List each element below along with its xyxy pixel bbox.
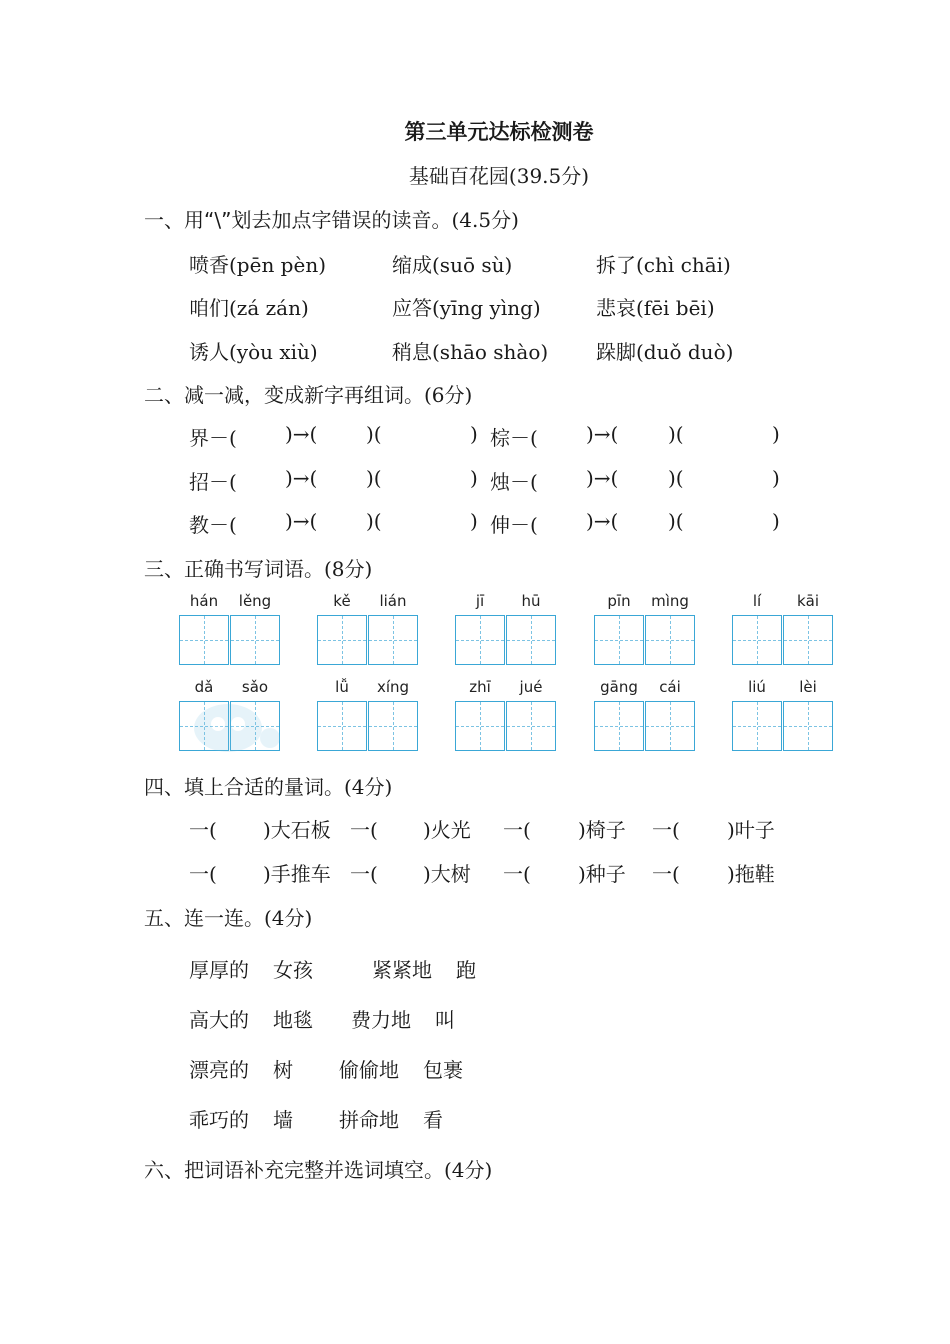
- q4-fill-segment: 一(: [503, 862, 531, 886]
- question-4-heading: [144, 771, 392, 800]
- q2-fill-segment: )(: [366, 466, 382, 490]
- q4-fill-segment: )拖鞋: [727, 862, 775, 886]
- writing-grid-cell[interactable]: [230, 615, 280, 665]
- writing-grid-cell[interactable]: [368, 701, 418, 751]
- pinyin-label: pīn: [607, 592, 631, 610]
- q1-item: 悲哀(fēi bēi): [596, 296, 715, 320]
- match-word[interactable]: 叫: [435, 1008, 455, 1032]
- q2-fill-segment: 伸－(: [490, 513, 538, 537]
- q4-fill-segment: )火光: [423, 818, 471, 842]
- match-word[interactable]: 拼命地: [339, 1108, 399, 1132]
- q1-item: 跺脚(duǒ duò): [596, 340, 734, 364]
- question-4-score: (4分): [344, 775, 393, 799]
- q1-item: 咱们(zá zán): [189, 296, 309, 320]
- q2-fill-segment: )→(: [586, 422, 619, 446]
- question-6-text: 六、把词语补充完整并选词填空。: [144, 1158, 444, 1182]
- q2-fill-segment: ): [772, 422, 780, 446]
- pinyin-label: xíng: [376, 678, 410, 696]
- match-word[interactable]: 女孩: [273, 958, 313, 982]
- writing-grid-cell[interactable]: [317, 701, 367, 751]
- pinyin-label: kě: [333, 592, 351, 610]
- question-5-heading: [144, 902, 312, 931]
- match-word[interactable]: 费力地: [351, 1008, 411, 1032]
- pinyin-label: hū: [521, 592, 541, 610]
- writing-grid-cell[interactable]: [783, 701, 833, 751]
- q2-fill-segment: 棕－(: [490, 426, 538, 450]
- writing-grid-cell[interactable]: [455, 615, 505, 665]
- pinyin-label: lí: [752, 592, 762, 610]
- writing-grid-cell[interactable]: [645, 615, 695, 665]
- question-6-score: (4分): [444, 1158, 493, 1182]
- question-1-heading: [144, 204, 519, 233]
- match-word[interactable]: 看: [423, 1108, 443, 1132]
- q2-fill-segment: ): [470, 422, 478, 446]
- q4-fill-segment: 一(: [350, 862, 378, 886]
- q4-fill-segment: 一(: [189, 818, 217, 842]
- q2-fill-segment: )(: [366, 422, 382, 446]
- match-word[interactable]: 树: [273, 1058, 293, 1082]
- q2-fill-segment: )→(: [285, 509, 318, 533]
- q2-fill-segment: 招－(: [189, 470, 237, 494]
- q2-fill-segment: )(: [668, 422, 684, 446]
- q2-fill-segment: )→(: [285, 466, 318, 490]
- q4-fill-segment: )种子: [578, 862, 626, 886]
- q4-fill-segment: )手推车: [263, 862, 331, 886]
- q4-fill-segment: 一(: [652, 862, 680, 886]
- q2-fill-segment: ): [772, 466, 780, 490]
- q4-fill-segment: )叶子: [727, 818, 775, 842]
- q4-fill-segment: )大石板: [263, 818, 331, 842]
- writing-grid-cell[interactable]: [594, 701, 644, 751]
- q2-fill-segment: 界－(: [189, 426, 237, 450]
- q2-fill-segment: )→(: [586, 466, 619, 490]
- match-word[interactable]: 紧紧地: [372, 958, 432, 982]
- writing-grid-cell[interactable]: [645, 701, 695, 751]
- question-4-text: 四、填上合适的量词。: [144, 775, 344, 799]
- match-word[interactable]: 厚厚的: [189, 958, 249, 982]
- match-word[interactable]: 包裹: [423, 1058, 463, 1082]
- writing-grid-cell[interactable]: [179, 615, 229, 665]
- q1-item: 喷香(pēn pèn): [189, 253, 327, 277]
- match-word[interactable]: 墙: [273, 1108, 293, 1132]
- question-3-text: 三、正确书写词语。: [144, 557, 324, 581]
- q2-fill-segment: )(: [668, 509, 684, 533]
- question-2-heading: [144, 379, 472, 408]
- writing-grid-cell[interactable]: [732, 615, 782, 665]
- question-5-score: (4分): [264, 906, 313, 930]
- question-2-text: 二、减一减，变成新字再组词。: [144, 383, 424, 407]
- match-word[interactable]: 跑: [456, 958, 476, 982]
- match-word[interactable]: 地毯: [273, 1008, 313, 1032]
- question-3-score: (8分): [324, 557, 373, 581]
- pinyin-label: zhī: [469, 678, 491, 696]
- q1-item: 拆了(chì chāi): [596, 253, 731, 277]
- q2-fill-segment: )(: [366, 509, 382, 533]
- pinyin-label: jué: [519, 678, 543, 696]
- question-6-heading: [144, 1154, 492, 1183]
- q4-fill-segment: )大树: [423, 862, 471, 886]
- pinyin-label: liú: [748, 678, 766, 696]
- question-5-text: 五、连一连。: [144, 906, 264, 930]
- q4-fill-segment: 一(: [189, 862, 217, 886]
- q2-fill-segment: ): [772, 509, 780, 533]
- q2-fill-segment: )(: [668, 466, 684, 490]
- q1-item: 诱人(yòu xiù): [189, 340, 318, 364]
- pinyin-label: lián: [379, 592, 407, 610]
- pinyin-label: jī: [475, 592, 485, 610]
- pinyin-label: lèi: [799, 678, 817, 696]
- question-3-heading: [144, 553, 372, 582]
- pinyin-label: cái: [659, 678, 681, 696]
- q4-fill-segment: )椅子: [578, 818, 626, 842]
- page-title: 第三单元达标检测卷: [404, 120, 594, 144]
- q2-fill-segment: )→(: [586, 509, 619, 533]
- writing-grid-cell[interactable]: [783, 615, 833, 665]
- page-subtitle: 基础百花园(39.5分): [408, 164, 590, 188]
- q2-fill-segment: ): [470, 466, 478, 490]
- q4-fill-segment: 一(: [503, 818, 531, 842]
- writing-grid-cell[interactable]: [506, 701, 556, 751]
- question-1-score: (4.5分): [451, 208, 519, 232]
- writing-grid-cell[interactable]: [455, 701, 505, 751]
- q4-fill-segment: 一(: [350, 818, 378, 842]
- match-word[interactable]: 高大的: [189, 1008, 249, 1032]
- q2-fill-segment: 烛－(: [490, 470, 538, 494]
- pinyin-label: sǎo: [241, 678, 269, 696]
- match-word[interactable]: 乖巧的: [189, 1108, 249, 1132]
- pinyin-label: dǎ: [194, 678, 214, 696]
- match-word[interactable]: 漂亮的: [189, 1058, 249, 1082]
- pinyin-label: kāi: [796, 592, 820, 610]
- q2-fill-segment: )→(: [285, 422, 318, 446]
- q1-item: 稍息(shāo shào): [392, 340, 549, 364]
- q1-item: 应答(yīng yìng): [392, 296, 541, 320]
- match-word[interactable]: 偷偷地: [339, 1058, 399, 1082]
- mascot-watermark-icon: [178, 688, 288, 756]
- pinyin-label: lěng: [238, 592, 272, 610]
- writing-grid-cell[interactable]: [594, 615, 644, 665]
- q2-fill-segment: 教－(: [189, 513, 237, 537]
- q1-item: 缩成(suō sù): [392, 253, 513, 277]
- pinyin-label: hán: [189, 592, 219, 610]
- question-1-text: 一、用“\”划去加点字错误的读音。: [144, 208, 452, 232]
- question-2-score: (6分): [424, 383, 473, 407]
- pinyin-label: gāng: [600, 678, 638, 696]
- pinyin-label: lǚ: [335, 678, 349, 696]
- writing-grid-cell[interactable]: [506, 615, 556, 665]
- q2-fill-segment: ): [470, 509, 478, 533]
- writing-grid-cell[interactable]: [368, 615, 418, 665]
- pinyin-label: mìng: [651, 592, 689, 610]
- writing-grid-cell[interactable]: [317, 615, 367, 665]
- q4-fill-segment: 一(: [652, 818, 680, 842]
- writing-grid-cell[interactable]: [732, 701, 782, 751]
